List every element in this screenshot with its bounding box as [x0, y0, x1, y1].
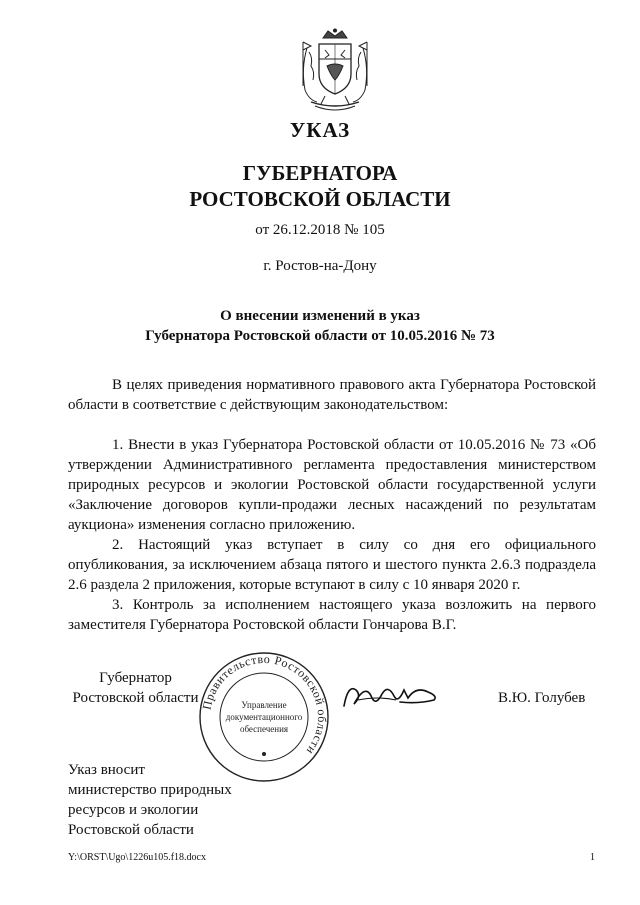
signer-position-line-1: Губернатор: [99, 670, 172, 686]
item-3-paragraph: 3. Контроль за исполнением настоящего указа возложить на первого заместителя Губернатора Ростовской области Гончарова В.Г.: [68, 597, 596, 633]
seal-outer-text: Правительство Ростовской области: [199, 651, 330, 758]
issuer-title: [0, 160, 640, 212]
page-number: 1: [590, 852, 595, 863]
signer-position-line-2: Ростовской области: [72, 690, 199, 706]
subject-line-2: Губернатора Ростовской области от 10.05.2016 № 73: [145, 328, 495, 344]
issuer-line-2: РОСТОВСКОЙ ОБЛАСТИ: [189, 187, 451, 211]
submitted-by-block: [68, 760, 232, 840]
subject-line-1: О внесении изменений в указ: [220, 308, 420, 324]
submitted-by-line-1: Указ вносит: [68, 762, 145, 778]
seal-inner-line-1: Управление: [241, 700, 287, 710]
date-number: от 26.12.2018 № 105: [255, 222, 385, 238]
seal-inner-line-3: обеспечения: [239, 724, 289, 734]
submitted-by-line-4: Ростовской области: [68, 822, 194, 838]
handwritten-signature: [338, 676, 458, 716]
document-type-title: УКАЗ: [289, 118, 351, 142]
document-body: [68, 375, 596, 635]
submitted-by-line-3: ресурсов и экологии: [68, 802, 199, 818]
submitted-by-line-2: министерство природных: [68, 782, 232, 798]
item-2-paragraph: 2. Настоящий указ вступает в силу со дня его официального опубликования, за исключением абзаца пятого и шестого пункта 2.6.3 подраздела 2.6 раздела 2 приложения, которые вступают в силу с 10 января 2020 г.: [68, 537, 596, 593]
item-1-paragraph: 1. Внести в указ Губернатора Ростовской области от 10.05.2016 № 73 «Об утверждении Административного регламента предоставления министерством природных ресурсов и экологии Ростовской области государственной услуги «Заключение договоров купли-продажи лесных насаждений по результатам аукциона» изменения согласно приложению.: [68, 437, 596, 533]
footer-file-path: Y:\ORST\Ugo\1226u105.f18.docx: [68, 852, 206, 863]
signer-position: [68, 668, 203, 708]
coat-of-arms-emblem: [295, 28, 375, 114]
city: г. Ростов-на-Дону: [263, 258, 377, 274]
issuer-line-1: ГУБЕРНАТОРА: [242, 161, 398, 185]
signer-name: В.Ю. Голубев: [498, 690, 586, 706]
seal-inner-line-2: документационного: [225, 712, 303, 722]
document-subject: [0, 306, 640, 346]
preamble-paragraph: В целях приведения нормативного правового акта Губернатора Ростовской области в соответствие с действующим законодательством:: [68, 377, 596, 413]
